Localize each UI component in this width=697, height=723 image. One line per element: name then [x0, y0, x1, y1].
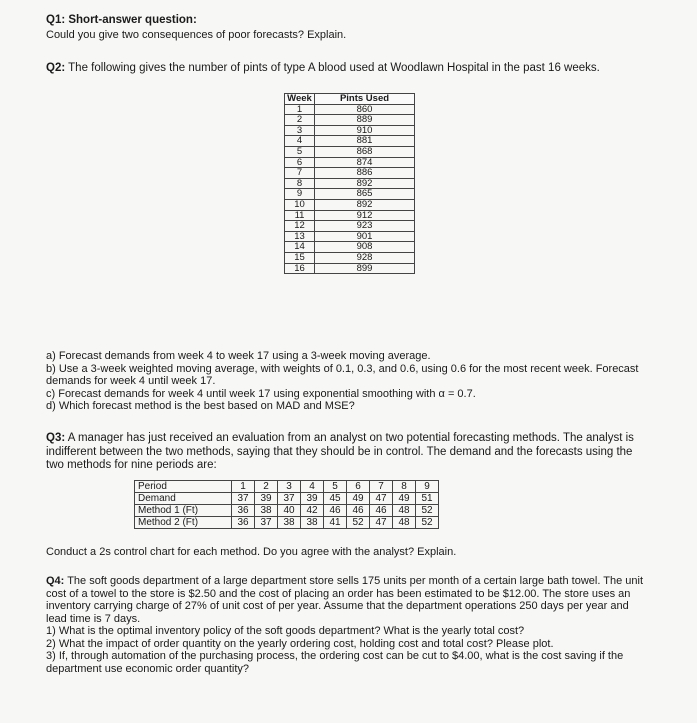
table-row: [285, 136, 415, 147]
table-row: [285, 157, 415, 168]
value-cell: 37: [255, 517, 278, 529]
table-row: [285, 104, 415, 115]
pints-cell: 868: [315, 146, 415, 157]
value-cell: 37: [232, 493, 255, 505]
week-cell: 8: [285, 178, 315, 189]
pints-cell: 874: [315, 157, 415, 168]
table-row: [135, 517, 439, 529]
value-cell: 42: [301, 505, 324, 517]
table-row: [285, 199, 415, 210]
q3-outro: Conduct a 2s control chart for each method. Do you agree with the analyst? Explain.: [46, 546, 457, 558]
week-cell: 15: [285, 252, 315, 263]
q4-part-1: 1) What is the optimal inventory policy of the soft goods department? What is the yearly total cost?: [46, 625, 525, 637]
week-cell: 11: [285, 210, 315, 221]
value-cell: 5: [324, 481, 347, 493]
value-cell: 46: [324, 505, 347, 517]
q2-intro: The following gives the number of pints of type A blood used at Woodlawn Hospital in the past 16 weeks.: [65, 62, 600, 74]
pints-cell: 899: [315, 263, 415, 274]
pints-cell: 889: [315, 115, 415, 126]
value-cell: 6: [347, 481, 370, 493]
value-cell: 41: [324, 517, 347, 529]
value-cell: 3: [278, 481, 301, 493]
q2-parts: [46, 350, 656, 413]
week-cell: 12: [285, 221, 315, 232]
table-row: [135, 481, 439, 493]
table-row: [285, 231, 415, 242]
value-cell: 46: [347, 505, 370, 517]
value-cell: 48: [393, 505, 416, 517]
week-cell: 4: [285, 136, 315, 147]
pints-cell: 886: [315, 168, 415, 179]
blood-usage-table: [284, 93, 415, 274]
q1-title: Q1: Short-answer question:: [46, 14, 197, 26]
q3-outro-block: [46, 546, 646, 559]
value-cell: 39: [301, 493, 324, 505]
value-cell: 1: [232, 481, 255, 493]
row-label-cell: Demand: [135, 493, 232, 505]
row-label-cell: Method 2 (Ft): [135, 517, 232, 529]
table-row: [135, 505, 439, 517]
q4-label: Q4:: [46, 575, 65, 587]
week-cell: 2: [285, 115, 315, 126]
row-label-cell: Period: [135, 481, 232, 493]
q4-intro-paragraph: [46, 575, 646, 625]
q4-part-2: 2) What the impact of order quantity on the yearly ordering cost, holding cost and total cost? Please plot.: [46, 637, 554, 650]
q4-part-3: 3) If, through automation of the purchasing process, the ordering cost can be cut to $4.00, what is the cost saving if the department use economic order quantity?: [46, 650, 624, 675]
q2-intro-paragraph: [46, 62, 646, 75]
q1-section: [46, 14, 646, 41]
row-label-cell: Method 1 (Ft): [135, 505, 232, 517]
week-cell: 1: [285, 104, 315, 115]
week-cell: 10: [285, 199, 315, 210]
q4-intro: The soft goods department of a large department store sells 175 units per month of a certain large bath towel. The unit cost of a towel to the store is $2.50 and the cost of placing an order has been estimated to be $12.00. The store uses an inventory carrying charge of 27% of unit cost of per year. Assume that the department operations 250 days per year and lead time is 7 days.: [46, 575, 643, 625]
week-cell: 16: [285, 263, 315, 274]
value-cell: 52: [347, 517, 370, 529]
q2-section: [46, 62, 646, 75]
value-cell: 38: [278, 517, 301, 529]
week-cell: 7: [285, 168, 315, 179]
table-row: [285, 263, 415, 274]
week-cell: 3: [285, 125, 315, 136]
pints-cell: 892: [315, 178, 415, 189]
pints-cell: 892: [315, 199, 415, 210]
q4-section: [46, 575, 646, 675]
table-row: [285, 146, 415, 157]
pints-cell: 881: [315, 136, 415, 147]
week-cell: 5: [285, 146, 315, 157]
q2-part-d: d) Which forecast method is the best based on MAD and MSE?: [46, 400, 355, 412]
q2-part-a: a) Forecast demands from week 4 to week 17 using a 3-week moving average.: [46, 350, 431, 362]
value-cell: 2: [255, 481, 278, 493]
value-cell: 37: [278, 493, 301, 505]
week-cell: 6: [285, 157, 315, 168]
value-cell: 52: [416, 505, 439, 517]
value-cell: 39: [255, 493, 278, 505]
week-cell: 13: [285, 231, 315, 242]
pints-cell: 908: [315, 242, 415, 253]
q2-part-b: b) Use a 3-week weighted moving average, with weights of 0.1, 0.3, and 0.6, using 0.6 for the most recent week. Forecast demands for week 4 until week 17.: [46, 362, 639, 387]
forecast-table: [134, 480, 439, 529]
week-cell: 14: [285, 242, 315, 253]
table-header-pints: Pints Used: [315, 94, 415, 105]
pints-cell: 865: [315, 189, 415, 200]
q3-intro-paragraph: [46, 432, 646, 473]
value-cell: 36: [232, 505, 255, 517]
q3-section: [46, 432, 646, 473]
forecast-table-body: [135, 481, 439, 529]
value-cell: 40: [278, 505, 301, 517]
value-cell: 47: [370, 493, 393, 505]
value-cell: 48: [393, 517, 416, 529]
value-cell: 51: [416, 493, 439, 505]
value-cell: 49: [347, 493, 370, 505]
pints-cell: 910: [315, 125, 415, 136]
pints-cell: 912: [315, 210, 415, 221]
q1-text: Could you give two consequences of poor forecasts? Explain.: [46, 28, 347, 41]
q2-label: Q2:: [46, 62, 66, 74]
table-row: [285, 221, 415, 232]
q3-intro: A manager has just received an evaluation from an analyst on two potential forecasting methods. The analyst is indifferent between the two methods, saying that they should be in control. The demand and the forecasts using the two methods for nine periods are:: [46, 432, 634, 471]
table-row: [285, 252, 415, 263]
table-header-week: Week: [285, 94, 315, 105]
pints-cell: 923: [315, 221, 415, 232]
table-row: [285, 115, 415, 126]
value-cell: 38: [301, 517, 324, 529]
value-cell: 7: [370, 481, 393, 493]
week-cell: 9: [285, 189, 315, 200]
table-row: [285, 210, 415, 221]
pints-cell: 928: [315, 252, 415, 263]
value-cell: 49: [393, 493, 416, 505]
value-cell: 46: [370, 505, 393, 517]
table-row: [285, 178, 415, 189]
value-cell: 8: [393, 481, 416, 493]
table-row: [285, 168, 415, 179]
value-cell: 47: [370, 517, 393, 529]
value-cell: 9: [416, 481, 439, 493]
table-row: [285, 125, 415, 136]
q2-part-c: c) Forecast demands for week 4 until week 17 using exponential smoothing with α = 0.7.: [46, 387, 476, 400]
value-cell: 36: [232, 517, 255, 529]
value-cell: 52: [416, 517, 439, 529]
value-cell: 38: [255, 505, 278, 517]
table-row: [285, 242, 415, 253]
q3-label: Q3:: [46, 432, 66, 444]
pints-cell: 901: [315, 231, 415, 242]
table-row: [135, 493, 439, 505]
table-row: [285, 189, 415, 200]
value-cell: 4: [301, 481, 324, 493]
pints-cell: 860: [315, 104, 415, 115]
value-cell: 45: [324, 493, 347, 505]
blood-usage-table-body: [285, 104, 415, 274]
